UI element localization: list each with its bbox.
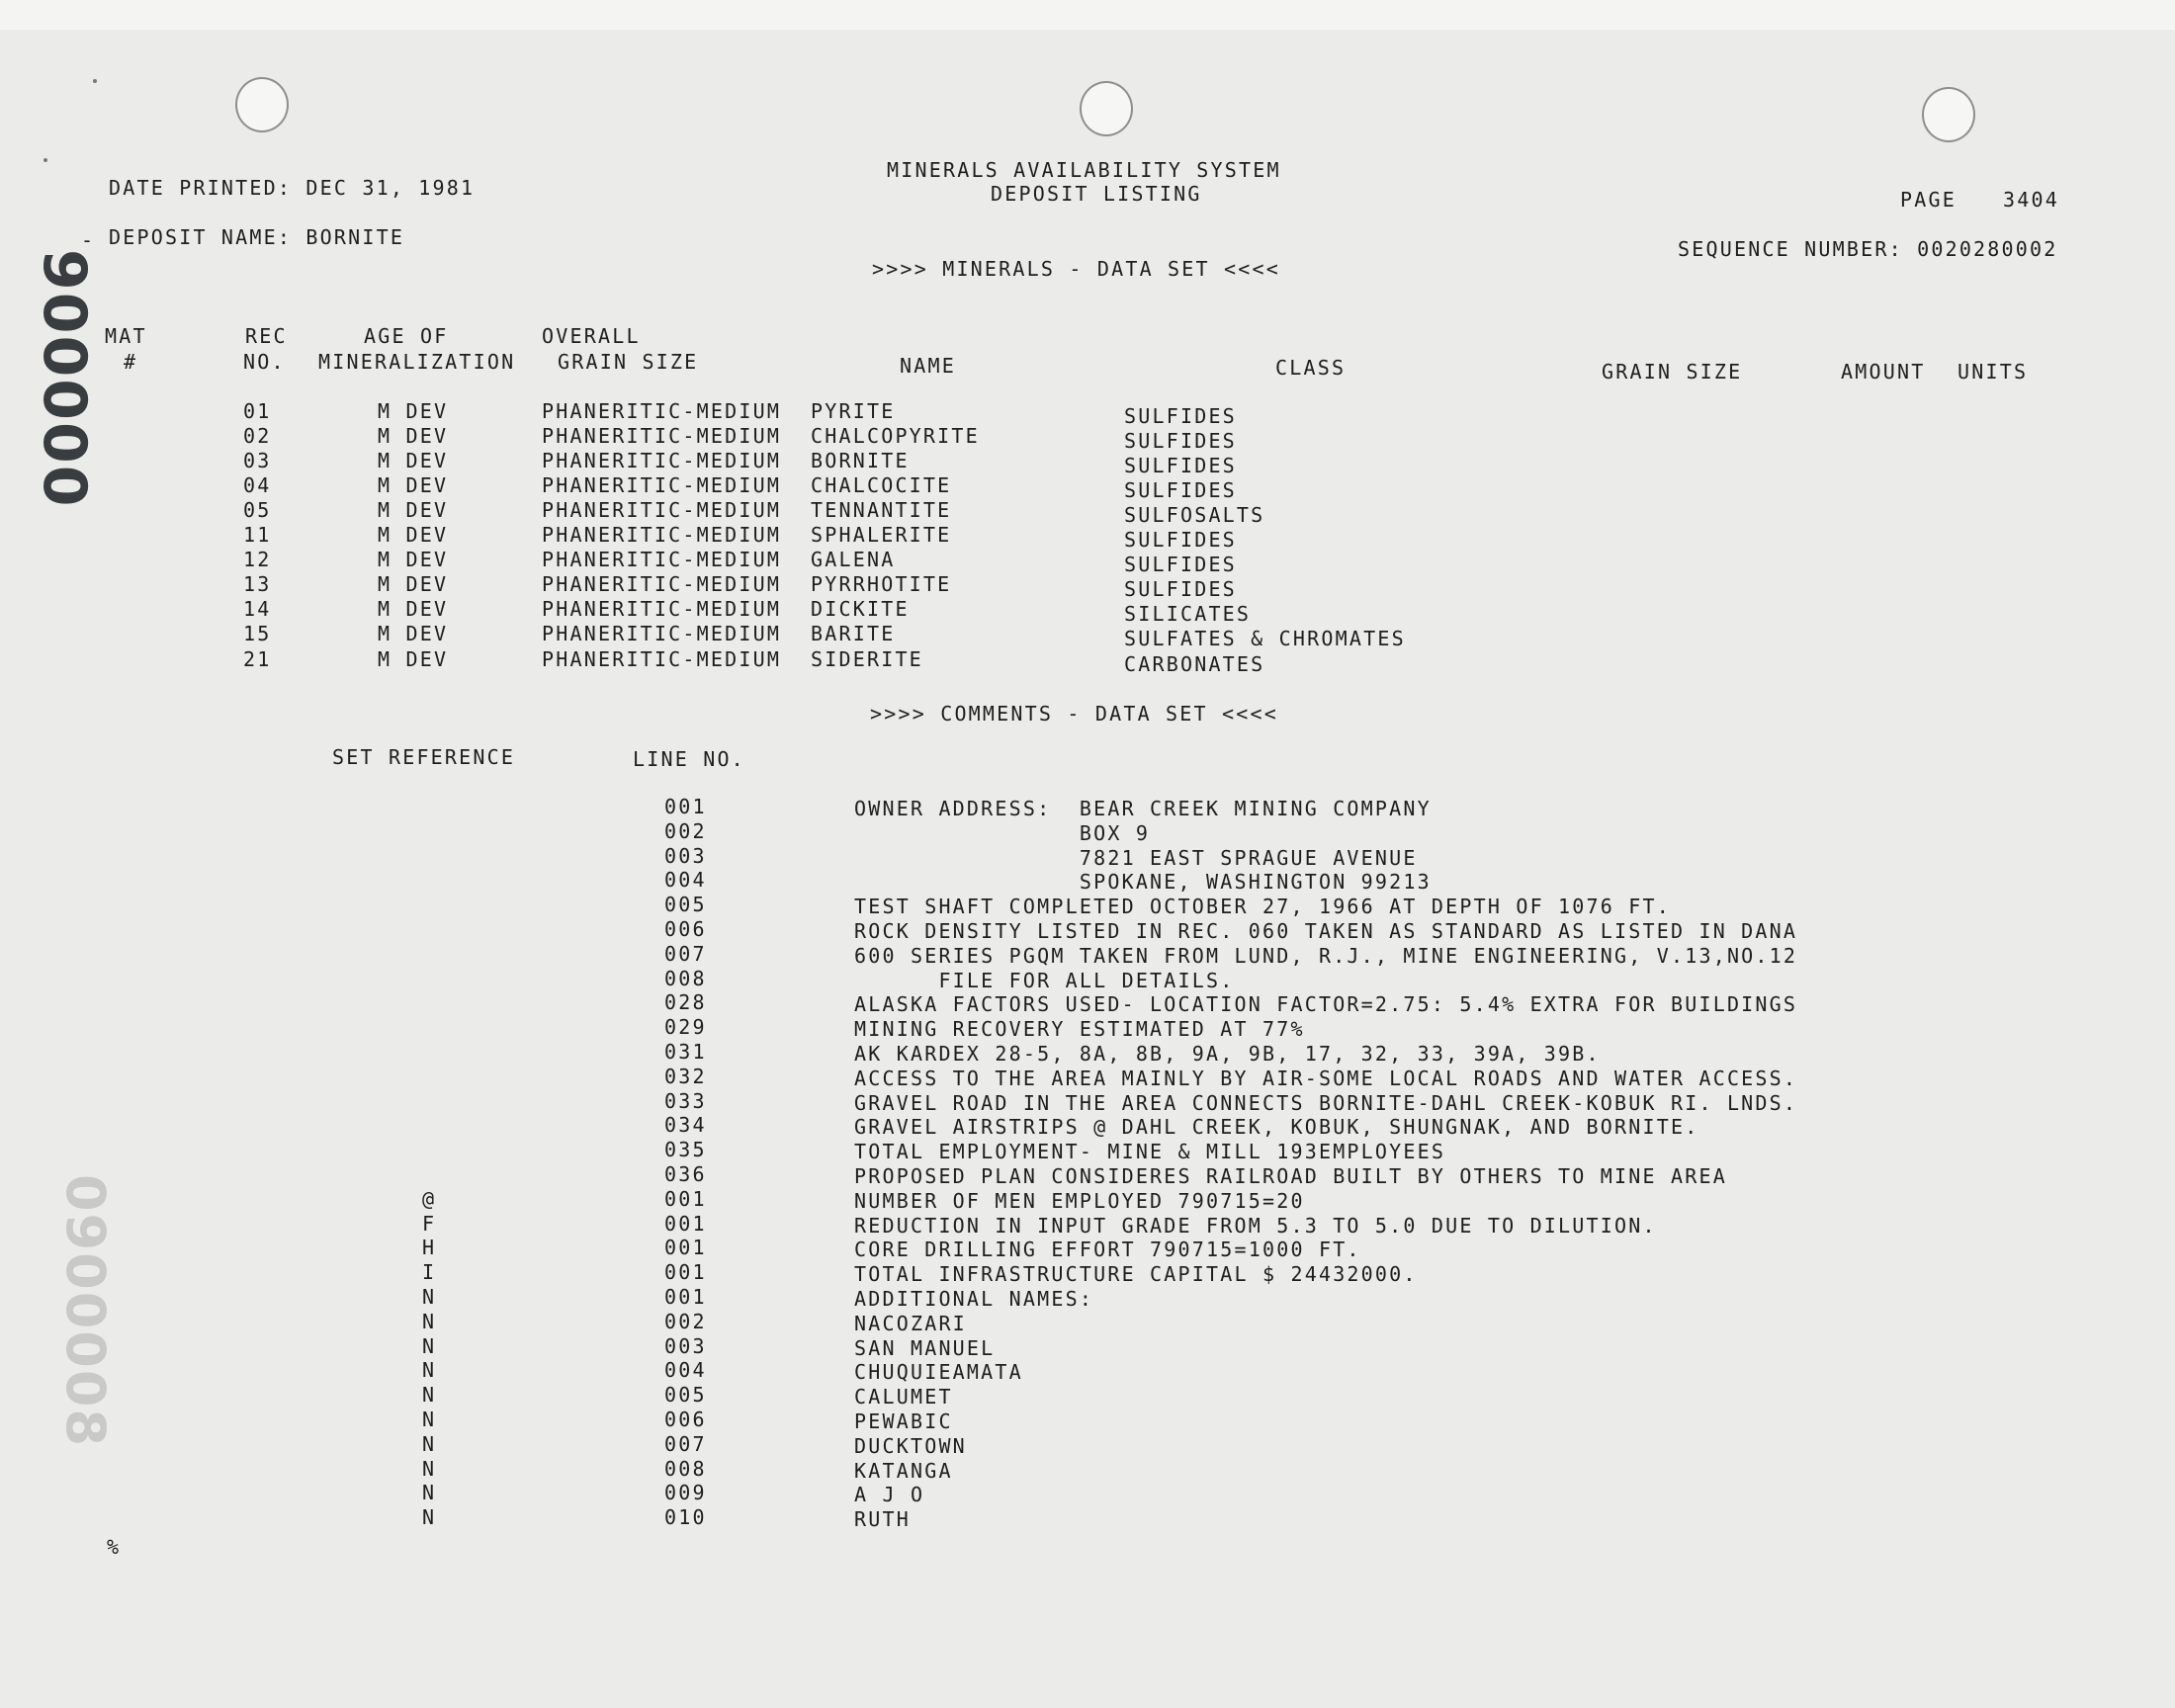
comment-line-no: 031 bbox=[664, 1040, 707, 1064]
comment-line-no: 002 bbox=[664, 1309, 707, 1333]
mineral-grain-size: PHANERITIC-MEDIUM bbox=[542, 572, 782, 597]
comment-text: MINING RECOVERY ESTIMATED AT 77% bbox=[854, 1017, 1305, 1042]
comment-text: CALUMET bbox=[854, 1385, 953, 1409]
col-header-mat-hash: # bbox=[124, 350, 138, 374]
col-header-rec: REC bbox=[245, 324, 288, 348]
page-label: PAGE bbox=[1900, 188, 1957, 212]
comment-set-reference: H bbox=[422, 1236, 437, 1260]
mineral-name: BARITE bbox=[811, 622, 896, 646]
mineral-age: M DEV bbox=[378, 399, 449, 423]
mineral-grain-size: PHANERITIC-MEDIUM bbox=[542, 646, 782, 671]
col-header-name: NAME bbox=[900, 354, 956, 378]
mineral-grain-size: PHANERITIC-MEDIUM bbox=[542, 424, 782, 449]
comment-text: REDUCTION IN INPUT GRADE FROM 5.3 TO 5.0 DUE TO DILUTION. bbox=[854, 1213, 1657, 1238]
comment-line-no: 005 bbox=[664, 893, 707, 917]
mineral-grain-size: PHANERITIC-MEDIUM bbox=[542, 498, 782, 523]
mineral-age: M DEV bbox=[378, 449, 449, 473]
paper-speck bbox=[93, 79, 97, 83]
mineral-age: M DEV bbox=[378, 498, 449, 523]
mineral-name: DICKITE bbox=[811, 597, 910, 622]
punch-hole-left bbox=[235, 77, 289, 132]
footer-percent-mark: % bbox=[107, 1535, 120, 1559]
comment-text: NACOZARI bbox=[854, 1311, 967, 1335]
comment-text: SPOKANE, WASHINGTON 99213 bbox=[854, 870, 1432, 895]
mineral-name: PYRITE bbox=[811, 399, 896, 423]
mineral-name: BORNITE bbox=[811, 449, 910, 473]
mineral-age: M DEV bbox=[378, 622, 449, 646]
comment-text: ALASKA FACTORS USED- LOCATION FACTOR=2.75: 5.4% EXTRA FOR BUILDINGS bbox=[854, 992, 1798, 1017]
punch-hole-center bbox=[1080, 81, 1133, 136]
comment-text: SAN MANUEL bbox=[854, 1335, 996, 1360]
mineral-grain-size: PHANERITIC-MEDIUM bbox=[542, 449, 782, 473]
col-header-age-of: AGE OF bbox=[364, 324, 449, 348]
mineral-class: SILICATES bbox=[1124, 602, 1252, 627]
mineral-name: GALENA bbox=[811, 548, 896, 572]
comment-line-no: 029 bbox=[664, 1015, 707, 1040]
mineral-class: SULFIDES bbox=[1124, 404, 1237, 428]
mineral-rec-no: 15 bbox=[243, 622, 272, 646]
comment-text: PROPOSED PLAN CONSIDERES RAILROAD BUILT BY OTHERS TO MINE AREA bbox=[854, 1164, 1727, 1188]
comment-text: DUCKTOWN bbox=[854, 1433, 967, 1458]
comment-line-no: 001 bbox=[664, 1285, 707, 1309]
comment-text: A J O bbox=[854, 1483, 925, 1507]
col-header-mineralization: MINERALIZATION bbox=[318, 350, 516, 374]
microfilm-stamp-bottom: 0900008 bbox=[54, 1174, 117, 1449]
comment-line-no: 007 bbox=[664, 1431, 707, 1456]
comment-set-reference: N bbox=[422, 1333, 437, 1358]
page-number: 3404 bbox=[2003, 188, 2059, 212]
mineral-grain-size: PHANERITIC-MEDIUM bbox=[542, 399, 782, 423]
mineral-age: M DEV bbox=[378, 523, 449, 548]
comment-line-no: 004 bbox=[664, 1358, 707, 1383]
col-header-units: UNITS bbox=[1958, 360, 2029, 384]
listing-title: DEPOSIT LISTING bbox=[991, 182, 1202, 206]
margin-dash: - bbox=[81, 228, 94, 252]
comment-line-no: 003 bbox=[664, 843, 707, 868]
paper-speck bbox=[44, 158, 47, 162]
mineral-rec-no: 11 bbox=[243, 523, 272, 548]
comments-section-title: >>>> COMMENTS - DATA SET <<<< bbox=[870, 702, 1278, 726]
col-header-set-reference: SET REFERENCE bbox=[332, 745, 516, 769]
mineral-rec-no: 21 bbox=[243, 646, 272, 671]
comment-line-no: 002 bbox=[664, 818, 707, 843]
comment-set-reference: N bbox=[422, 1456, 437, 1481]
date-printed: DATE PRINTED: DEC 31, 1981 bbox=[109, 176, 476, 200]
mineral-age: M DEV bbox=[378, 572, 449, 597]
mineral-name: CHALCOCITE bbox=[811, 473, 952, 498]
comment-line-no: 008 bbox=[664, 966, 707, 990]
col-header-amount: AMOUNT bbox=[1841, 360, 1926, 384]
mineral-grain-size: PHANERITIC-MEDIUM bbox=[542, 473, 782, 498]
comment-line-no: 001 bbox=[664, 1236, 707, 1260]
mineral-class: SULFIDES bbox=[1124, 553, 1237, 577]
mineral-name: SPHALERITE bbox=[811, 523, 952, 548]
deposit-name: DEPOSIT NAME: BORNITE bbox=[109, 225, 405, 249]
comment-set-reference: N bbox=[422, 1481, 437, 1505]
comment-line-no: 035 bbox=[664, 1138, 707, 1162]
comment-set-reference: N bbox=[422, 1358, 437, 1383]
punch-hole-right bbox=[1922, 87, 1975, 142]
comment-set-reference: N bbox=[422, 1383, 437, 1408]
mineral-age: M DEV bbox=[378, 646, 449, 671]
comment-line-no: 001 bbox=[664, 1186, 707, 1211]
comment-text: TEST SHAFT COMPLETED OCTOBER 27, 1966 AT DEPTH OF 1076 FT. bbox=[854, 895, 1671, 919]
comment-text: NUMBER OF MEN EMPLOYED 790715=20 bbox=[854, 1188, 1305, 1213]
mineral-grain-size: PHANERITIC-MEDIUM bbox=[542, 523, 782, 548]
comment-text: KATANGA bbox=[854, 1458, 953, 1483]
comment-text: BOX 9 bbox=[854, 820, 1151, 845]
mineral-class: SULFATES & CHROMATES bbox=[1124, 627, 1406, 651]
comment-line-no: 032 bbox=[664, 1064, 707, 1088]
col-header-class: CLASS bbox=[1275, 356, 1347, 380]
mineral-grain-size: PHANERITIC-MEDIUM bbox=[542, 597, 782, 622]
mineral-rec-no: 04 bbox=[243, 473, 272, 498]
comment-text: CORE DRILLING EFFORT 790715=1000 FT. bbox=[854, 1238, 1361, 1262]
mineral-class: SULFIDES bbox=[1124, 454, 1237, 478]
mineral-age: M DEV bbox=[378, 548, 449, 572]
col-header-grain-size-2: GRAIN SIZE bbox=[1602, 360, 1743, 384]
mineral-name: CHALCOPYRITE bbox=[811, 424, 980, 449]
comment-text: ADDITIONAL NAMES: bbox=[854, 1287, 1094, 1311]
comment-text: GRAVEL ROAD IN THE AREA CONNECTS BORNITE-DAHL CREEK-KOBUK RI. LNDS. bbox=[854, 1090, 1798, 1115]
comment-set-reference: N bbox=[422, 1408, 437, 1431]
comment-line-no: 005 bbox=[664, 1383, 707, 1408]
comment-text: 600 SERIES PGQM TAKEN FROM LUND, R.J., MINE ENGINEERING, V.13,NO.12 bbox=[854, 943, 1798, 968]
mineral-grain-size: PHANERITIC-MEDIUM bbox=[542, 548, 782, 572]
col-header-grain-size: GRAIN SIZE bbox=[558, 350, 699, 374]
comment-line-no: 008 bbox=[664, 1456, 707, 1481]
comment-text: FILE FOR ALL DETAILS. bbox=[854, 968, 1235, 992]
mineral-rec-no: 02 bbox=[243, 424, 272, 449]
comment-line-no: 001 bbox=[664, 1211, 707, 1236]
mineral-class: SULFIDES bbox=[1124, 429, 1237, 454]
mineral-name: PYRRHOTITE bbox=[811, 572, 952, 597]
col-header-line-no: LINE NO. bbox=[633, 747, 745, 771]
comment-line-no: 036 bbox=[664, 1162, 707, 1186]
comment-set-reference: N bbox=[422, 1505, 437, 1530]
system-title: MINERALS AVAILABILITY SYSTEM bbox=[887, 158, 1281, 182]
comment-set-reference: F bbox=[422, 1211, 437, 1236]
comment-set-reference: N bbox=[422, 1285, 437, 1309]
comment-text: ROCK DENSITY LISTED IN REC. 060 TAKEN AS STANDARD AS LISTED IN DANA bbox=[854, 919, 1798, 943]
comment-line-no: 003 bbox=[664, 1333, 707, 1358]
comment-line-no: 006 bbox=[664, 1408, 707, 1431]
comment-text: TOTAL INFRASTRUCTURE CAPITAL $ 24432000. bbox=[854, 1262, 1418, 1287]
mineral-age: M DEV bbox=[378, 597, 449, 622]
comment-set-reference: N bbox=[422, 1431, 437, 1456]
comment-text: 7821 EAST SPRAGUE AVENUE bbox=[854, 845, 1418, 870]
minerals-section-title: >>>> MINERALS - DATA SET <<<< bbox=[872, 257, 1280, 281]
mineral-class: SULFOSALTS bbox=[1124, 503, 1265, 528]
comment-text: PEWABIC bbox=[854, 1409, 953, 1433]
mineral-age: M DEV bbox=[378, 473, 449, 498]
comment-set-reference: N bbox=[422, 1309, 437, 1333]
comment-text: CHUQUIEAMATA bbox=[854, 1360, 1023, 1385]
mineral-class: SULFIDES bbox=[1124, 577, 1237, 602]
mineral-rec-no: 12 bbox=[243, 548, 272, 572]
comment-line-no: 006 bbox=[664, 917, 707, 941]
comment-line-no: 001 bbox=[664, 795, 707, 818]
comment-set-reference: @ bbox=[422, 1186, 437, 1211]
col-header-overall: OVERALL bbox=[542, 324, 641, 348]
mineral-age: M DEV bbox=[378, 424, 449, 449]
comment-text: OWNER ADDRESS: BEAR CREEK MINING COMPANY bbox=[854, 797, 1432, 820]
col-header-rec-no: NO. bbox=[243, 350, 286, 374]
mineral-rec-no: 03 bbox=[243, 449, 272, 473]
comment-text: RUTH bbox=[854, 1507, 911, 1532]
comment-text: TOTAL EMPLOYMENT- MINE & MILL 193EMPLOYEES bbox=[854, 1140, 1446, 1164]
mineral-grain-size: PHANERITIC-MEDIUM bbox=[542, 622, 782, 646]
mineral-rec-no: 01 bbox=[243, 399, 272, 423]
mineral-class: SULFIDES bbox=[1124, 478, 1237, 503]
mineral-name: SIDERITE bbox=[811, 646, 923, 671]
comment-line-no: 009 bbox=[664, 1481, 707, 1505]
mineral-name: TENNANTITE bbox=[811, 498, 952, 523]
comment-line-no: 001 bbox=[664, 1260, 707, 1285]
comment-line-no: 007 bbox=[664, 941, 707, 966]
sequence-number: SEQUENCE NUMBER: 0020280002 bbox=[1678, 237, 2058, 261]
mineral-class: SULFIDES bbox=[1124, 528, 1237, 553]
col-header-mat: MAT bbox=[105, 324, 147, 348]
comment-text: ACCESS TO THE AREA MAINLY BY AIR-SOME LOCAL ROADS AND WATER ACCESS. bbox=[854, 1066, 1798, 1090]
comment-line-no: 004 bbox=[664, 868, 707, 893]
mineral-rec-no: 13 bbox=[243, 572, 272, 597]
comment-line-no: 034 bbox=[664, 1113, 707, 1138]
paper-top-edge bbox=[0, 0, 2175, 30]
comment-line-no: 010 bbox=[664, 1505, 707, 1530]
mineral-rec-no: 05 bbox=[243, 498, 272, 523]
mineral-rec-no: 14 bbox=[243, 597, 272, 622]
comment-text: GRAVEL AIRSTRIPS @ DAHL CREEK, KOBUK, SHUNGNAK, AND BORNITE. bbox=[854, 1115, 1699, 1140]
comment-line-no: 033 bbox=[664, 1088, 707, 1113]
comment-text: AK KARDEX 28-5, 8A, 8B, 9A, 9B, 17, 32, 33, 39A, 39B. bbox=[854, 1042, 1601, 1066]
comment-set-reference: I bbox=[422, 1260, 437, 1285]
comment-line-no: 028 bbox=[664, 990, 707, 1015]
microfilm-stamp-top: 900000 bbox=[30, 249, 99, 509]
mineral-class: CARBONATES bbox=[1124, 651, 1265, 676]
